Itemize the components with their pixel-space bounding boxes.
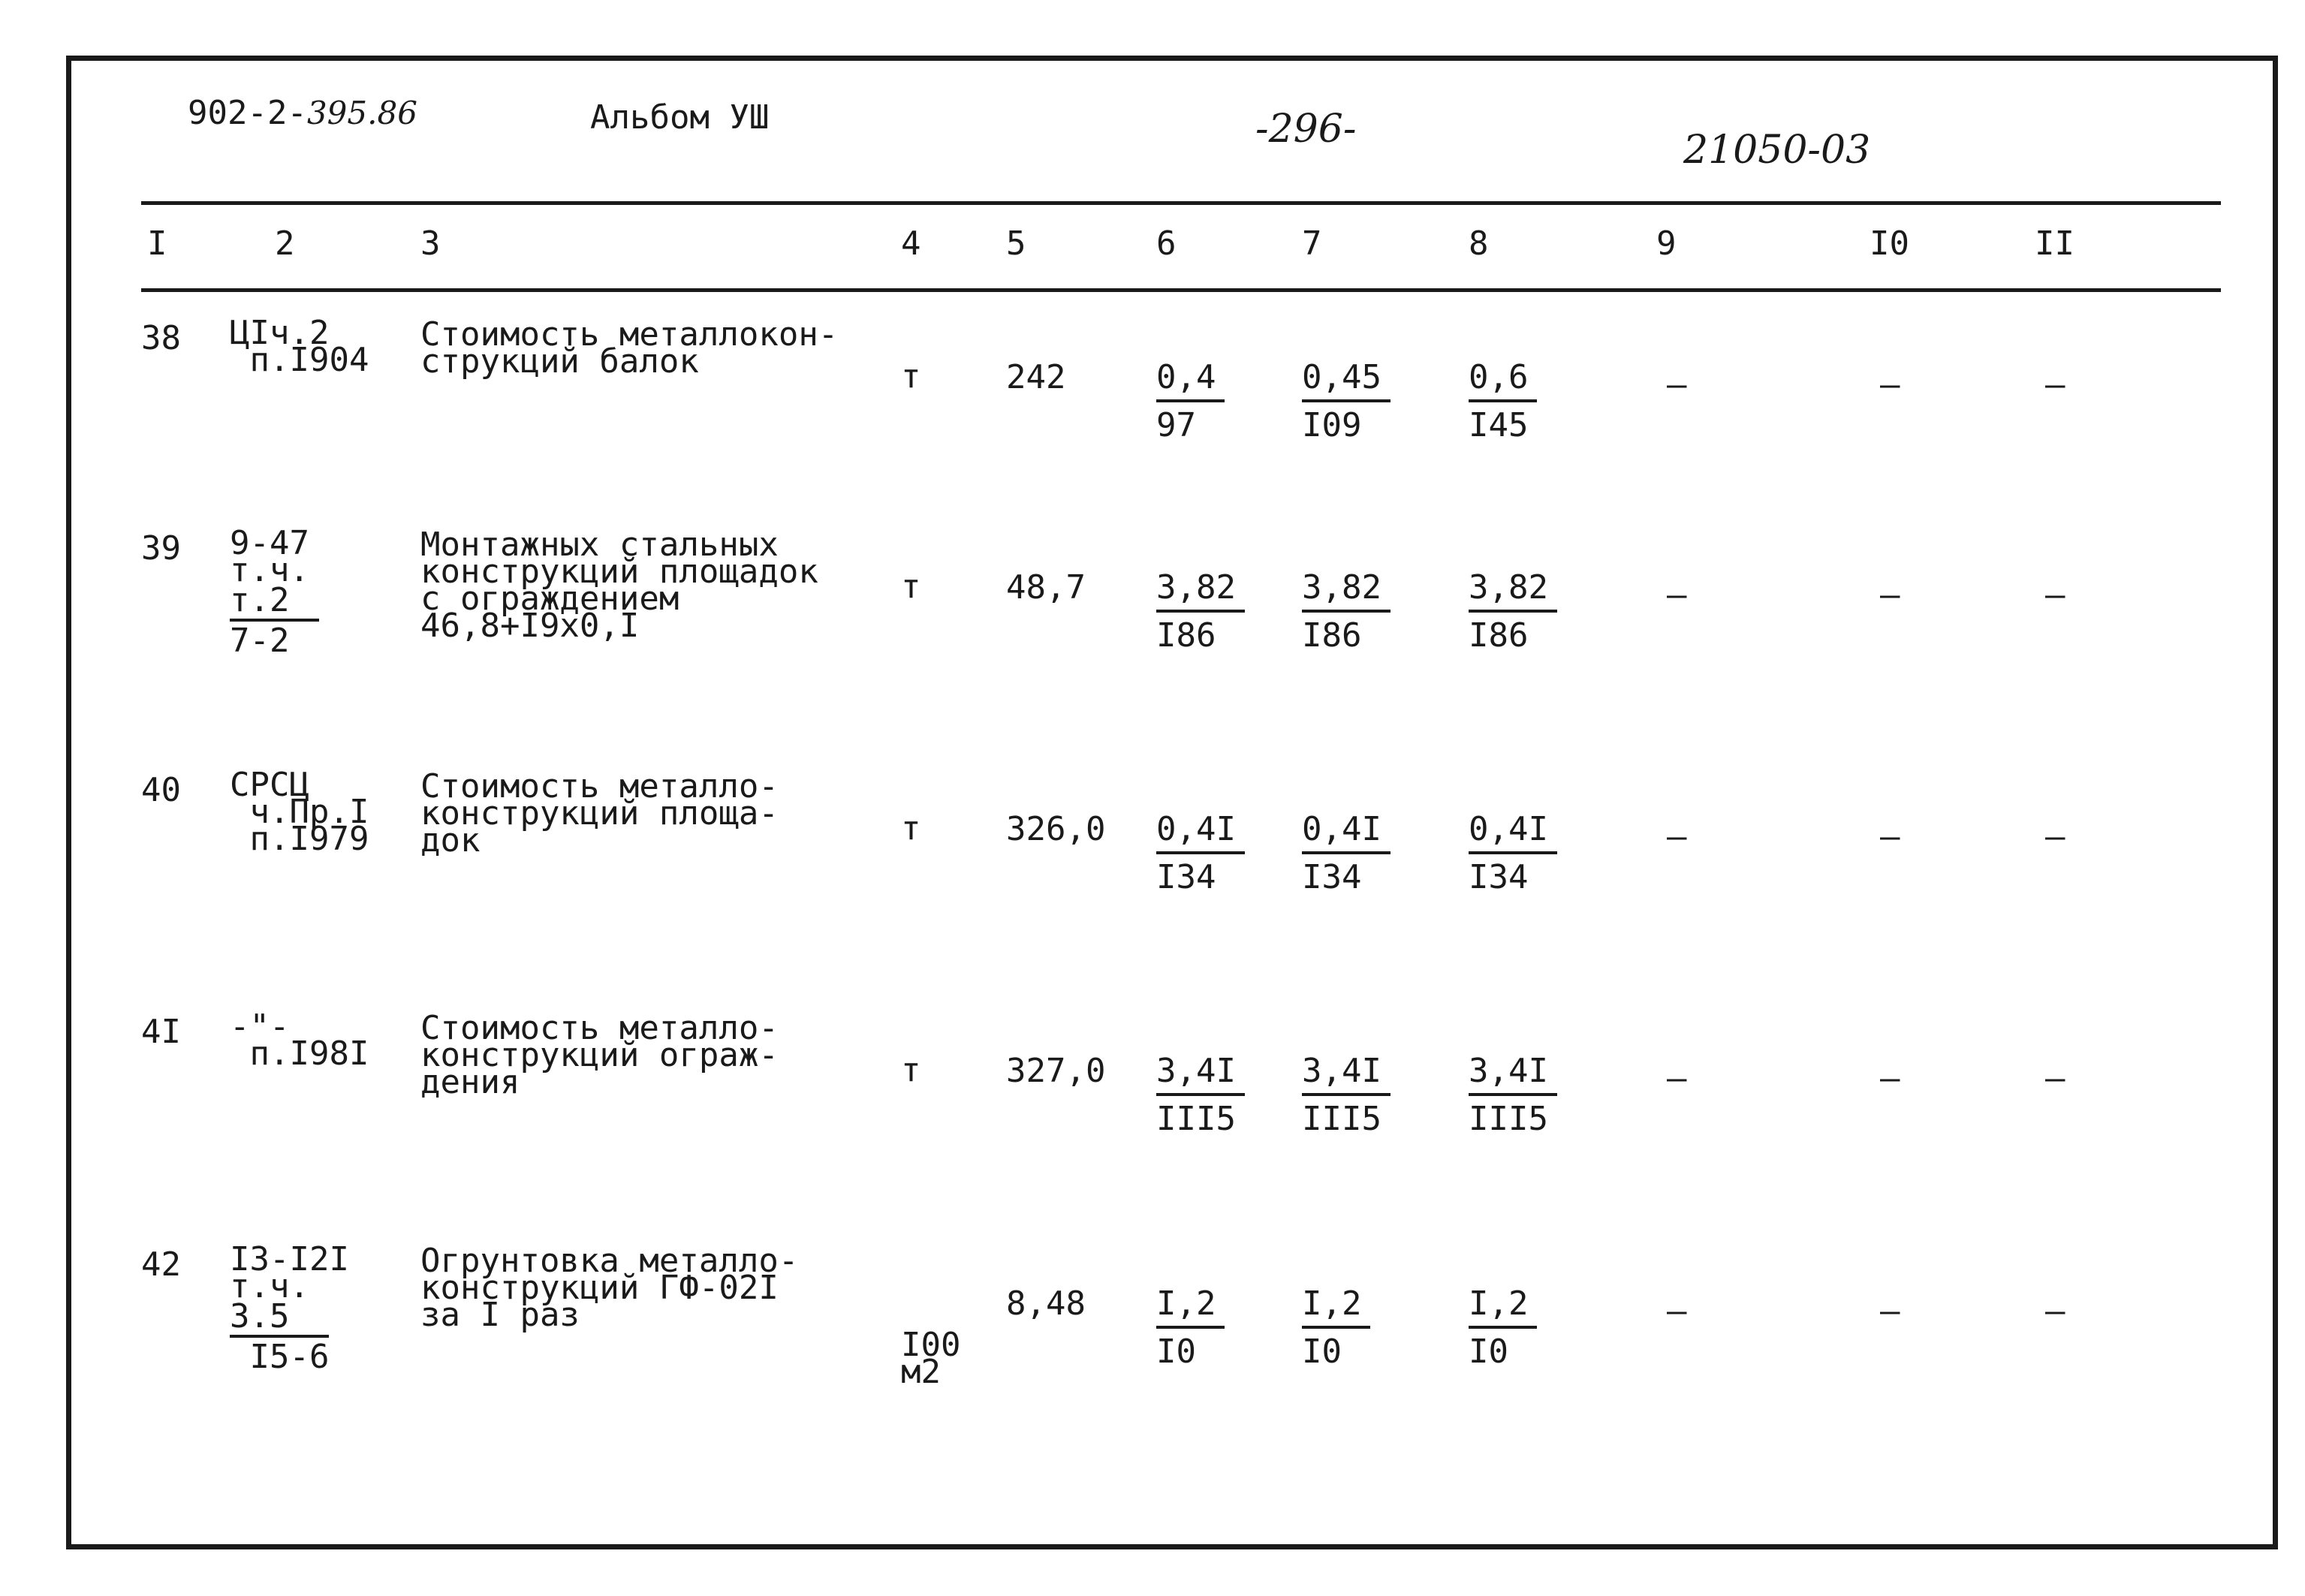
cost-fraction-col-8 (1469, 812, 1557, 895)
cost-fraction-col-8 (1469, 568, 1557, 655)
cost-denominator: I86 (1302, 616, 1362, 655)
doc-code-handwritten: 395.86 (306, 95, 417, 131)
cost-fraction-col-7 (1302, 1054, 1391, 1137)
unit-cell: т (901, 809, 921, 848)
header-top-rule (141, 201, 2221, 205)
dash-col-11: – (2045, 366, 2065, 404)
quantity-cell: 326,0 (1006, 810, 1106, 848)
cost-denominator: III5 (1156, 1100, 1236, 1138)
row-number: 40 (141, 771, 181, 809)
reference-line: СРСЦ (230, 766, 309, 804)
cost-denominator: I34 (1469, 858, 1529, 896)
doc-code (188, 96, 417, 131)
dash-col-10: – (1880, 818, 1900, 856)
reference-line: п.I904 (230, 341, 369, 379)
cost-fraction-col-8 (1469, 1054, 1557, 1137)
cost-denominator: I09 (1302, 406, 1362, 444)
column-number: II (2035, 224, 2074, 263)
description-cell: Стоимость металлокон- струкций балок (420, 315, 839, 381)
reference-cell (230, 314, 369, 379)
cost-denominator: 97 (1156, 406, 1196, 444)
cost-denominator: I0 (1156, 1333, 1196, 1371)
dash-col-9: – (1667, 366, 1687, 404)
unit-cell: т (901, 1051, 921, 1089)
cost-numerator: 3,4I (1469, 1054, 1557, 1096)
reference-fraction-denominator: I5-6 (230, 1338, 330, 1376)
cost-numerator: 0,4I (1302, 812, 1391, 854)
header-bottom-rule (141, 288, 2221, 292)
reference-line: 9-47 (230, 524, 309, 562)
reference-cell (230, 766, 369, 858)
reference-line: ч.Пр.I (230, 793, 369, 831)
cost-numerator: 0,4 (1156, 360, 1225, 402)
cost-fraction-col-6 (1156, 1054, 1245, 1137)
reference-line: ЦIч.2 (230, 314, 330, 352)
dash-col-10: – (1880, 576, 1900, 614)
cost-denominator: I0 (1302, 1333, 1342, 1371)
cost-denominator: I86 (1156, 616, 1216, 655)
cost-fraction-col-8 (1469, 360, 1537, 443)
column-number: 4 (901, 224, 921, 263)
cost-fraction-col-7 (1302, 568, 1391, 655)
column-number: 3 (420, 224, 441, 263)
cost-fraction-col-7 (1302, 812, 1391, 895)
column-number: 8 (1469, 224, 1489, 263)
cost-denominator: III5 (1302, 1100, 1381, 1138)
cost-fraction-col-6 (1156, 568, 1245, 655)
dash-col-10: – (1880, 1292, 1900, 1330)
description-cell: Огрунтовка металло- конструкций ГФ-02I за I раз (420, 1242, 799, 1334)
cost-fraction-col-7 (1302, 360, 1391, 443)
cost-fraction-col-6 (1156, 360, 1225, 443)
dash-col-11: – (2045, 818, 2065, 856)
cost-numerator: I,2 (1302, 1287, 1370, 1329)
row-number: 39 (141, 529, 181, 568)
doc-code-typed: 902-2- (188, 94, 307, 132)
cost-numerator: 3,4I (1302, 1054, 1391, 1096)
reference-line: I3-I2I (230, 1240, 349, 1278)
reference-cell (230, 524, 319, 660)
cost-denominator: I0 (1469, 1333, 1508, 1371)
cost-fraction-col-6 (1156, 1284, 1225, 1371)
quantity-cell: 8,48 (1006, 1284, 1086, 1323)
unit-cell: I00 м2 (901, 1326, 961, 1391)
dash-col-9: – (1667, 1292, 1687, 1330)
cost-numerator: 3,82 (1302, 571, 1391, 613)
reference-fraction-denominator: 7-2 (230, 622, 290, 660)
album-label: Альбом УШ (590, 98, 770, 137)
dash-col-11: – (2045, 1059, 2065, 1098)
cost-denominator: I34 (1156, 858, 1216, 896)
dash-col-9: – (1667, 576, 1687, 614)
cost-numerator: 3,4I (1156, 1054, 1245, 1096)
cost-numerator: 0,6 (1469, 360, 1537, 402)
page-number: -296- (1255, 107, 1357, 152)
reference-line: п.I979 (230, 820, 369, 858)
cost-fraction-col-6 (1156, 812, 1245, 895)
reference-line: -"- (230, 1007, 290, 1046)
cost-numerator: 0,4I (1156, 812, 1245, 854)
reference-line: т.ч. (230, 1267, 309, 1305)
column-number: 2 (275, 224, 295, 263)
row-number: 42 (141, 1245, 181, 1284)
dash-col-10: – (1880, 1059, 1900, 1098)
column-number: 7 (1302, 224, 1322, 263)
reference-line: п.I98I (230, 1034, 369, 1073)
cost-numerator: I,2 (1156, 1287, 1225, 1329)
reference-cell (230, 1240, 349, 1376)
column-number: 6 (1156, 224, 1177, 263)
unit-cell: т (901, 568, 921, 606)
project-number: 21050-03 (1683, 128, 1871, 173)
row-number: 4I (141, 1013, 181, 1051)
cost-numerator: 3,82 (1469, 571, 1557, 613)
reference-fraction-numerator: т.2 (230, 587, 319, 622)
dash-col-9: – (1667, 1059, 1687, 1098)
column-number: 9 (1656, 224, 1677, 263)
unit-cell: т (901, 357, 921, 396)
dash-col-11: – (2045, 1292, 2065, 1330)
cost-denominator: III5 (1469, 1100, 1548, 1138)
cost-fraction-col-7 (1302, 1284, 1370, 1371)
cost-numerator: I,2 (1469, 1287, 1537, 1329)
description-cell: Стоимость металло- конструкций ограж- дения (420, 1009, 779, 1101)
dash-col-10: – (1880, 366, 1900, 404)
cost-numerator: 3,82 (1156, 571, 1245, 613)
reference-fraction (230, 1297, 330, 1376)
description-cell: Монтажных стальных конструкций площадок с ограждением 46,8+I9х0,I (420, 525, 818, 645)
cost-numerator: 0,4I (1469, 812, 1557, 854)
cost-denominator: I34 (1302, 858, 1362, 896)
reference-line: т.ч. (230, 551, 309, 589)
cost-fraction-col-8 (1469, 1284, 1537, 1371)
quantity-cell: 242 (1006, 358, 1066, 396)
cost-denominator: I45 (1469, 406, 1529, 444)
cost-numerator: 0,45 (1302, 360, 1391, 402)
row-number: 38 (141, 319, 181, 357)
quantity-cell: 48,7 (1006, 568, 1086, 607)
column-number: I0 (1870, 224, 1909, 263)
dash-col-9: – (1667, 818, 1687, 856)
reference-cell (230, 1007, 369, 1073)
quantity-cell: 327,0 (1006, 1052, 1106, 1090)
cost-denominator: I86 (1469, 616, 1529, 655)
dash-col-11: – (2045, 576, 2065, 614)
reference-fraction-numerator: 3.5 (230, 1303, 329, 1338)
column-number: 5 (1006, 224, 1026, 263)
reference-fraction (230, 581, 319, 660)
column-number: I (147, 224, 167, 263)
description-cell: Стоимость металло- конструкций площа- док (420, 767, 779, 860)
